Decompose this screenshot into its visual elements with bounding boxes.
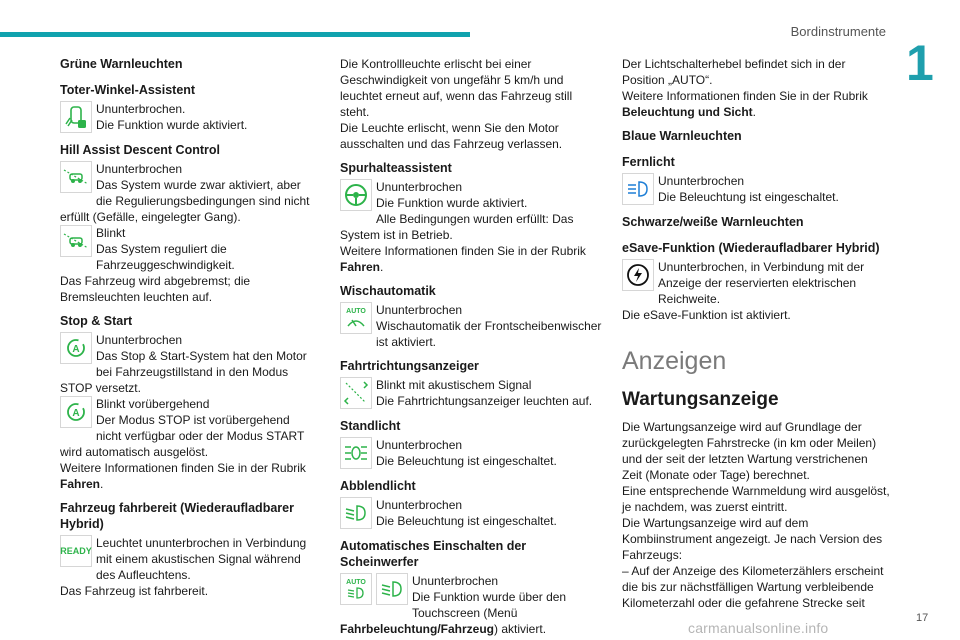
blind-spot-item [60,101,318,134]
ready-icon-text: READY [60,546,92,556]
descent-control-icon [60,225,92,257]
side-light-state: Ununterbrochen [376,438,463,452]
turn-item [340,377,602,410]
stop-start-item-1 [60,332,318,396]
chapter-number: 1 [906,35,934,91]
column-3 [622,56,890,611]
descent-control-state-2: Blinkt [96,226,126,240]
low-beam-state: Ununterbrochen [376,498,463,512]
svg-text:A: A [72,344,80,355]
blind-spot-line-1: Ununterbrochen. [96,102,186,116]
lane-keep-icon [340,179,372,211]
stop-start-ref-end: . [100,477,104,491]
descent-control-item-1 [60,161,318,225]
descent-control-item-2 [60,225,318,305]
col3-intro-ref-end: . [752,105,757,119]
stop-start-icon [60,396,92,428]
high-beam-item [622,173,890,206]
section-title: Bordinstrumente [790,24,886,39]
low-beam-desc: Die Beleuchtung ist eingeschaltet. [376,514,557,528]
wiper-title: Wischautomatik [340,284,436,298]
svg-text:A: A [72,408,80,419]
turn-state: Blinkt mit akustischem Signal [376,378,532,392]
stop-start-state-2: Blinkt vorübergehend [96,397,210,411]
esave-desc-2: Die eSave-Funktion ist aktiviert. [622,308,791,322]
ready-title: Fahrzeug fahrbereit (Wiederaufladbarer Hybrid) [60,501,294,531]
blind-spot-icon [60,101,92,133]
service-indicator-heading: Wartungsanzeige [622,389,779,410]
descent-control-desc-3: Das Fahrzeug wird abgebremst; die Bremsleuchten leuchten auf. [60,274,251,304]
lane-keep-ref: Weitere Informationen finden Sie in der Rubrik [340,244,586,258]
high-beam-state: Ununterbrochen [658,174,745,188]
turn-desc: Die Fahrtrichtungsanzeiger leuchten auf. [376,394,593,408]
low-beam-item [340,497,602,530]
service-p2: Eine entsprechende Warnmeldung wird ausgelöst, je nachdem, was zuerst eintritt. [622,484,890,514]
auto-headlight-item [340,573,602,637]
descent-control-state-1: Ununterbrochen [96,162,183,176]
col2-intro-2: Die Leuchte erlischt, wenn Sie den Motor ausschalten und das Fahrzeug verlassen. [340,121,563,151]
high-beam-icon [622,173,654,205]
ready-item [60,535,318,599]
col3-intro-ref-name: Beleuchtung und Sicht [622,105,753,119]
lane-keep-ref-end: . [380,260,384,274]
col2-intro-1: Die Kontrollleuchte erlischt bei einer Geschwindigkeit von ungefähr 5 km/h und leuchtet erneut auf, wenn das Fahrzeug still steht. [340,57,573,119]
lane-keep-state: Ununterbrochen [376,180,463,194]
ready-desc-1: Leuchtet ununterbrochen in Verbindung mit einem akustischen Signal während des Aufleuchtens. [96,536,307,582]
wiper-state: Ununterbrochen [376,303,463,317]
header-accent-bar [0,32,470,37]
stop-start-ref-name: Fahren [60,477,101,491]
low-beam-icon [340,497,372,529]
ready-desc-2: Das Fahrzeug ist fahrbereit. [60,584,209,598]
descent-control-icon [60,161,92,193]
service-p3: Die Wartungsanzeige wird auf dem Kombiinstrument angezeigt. Je nach Version des Fahrzeugs: [622,516,883,562]
auto-headlight-desc-b: ) aktiviert. [494,622,547,636]
side-light-title: Standlicht [340,419,401,433]
esave-icon [622,259,654,291]
auto-headlight-desc-a: Die Funktion wurde über den Touchscreen (Menü [412,590,567,620]
anzeigen-heading: Anzeigen [622,347,727,375]
auto-headlight-title: Automatisches Einschalten der Scheinwerfer [340,539,527,569]
stop-start-desc-1: Das Stop & Start-System hat den Motor bei Fahrzeugstillstand in den Modus STOP versetzt. [60,349,307,395]
green-lights-heading: Grüne Warnleuchten [60,57,183,71]
esave-desc-1: Ununterbrochen, in Verbindung mit der Anzeige der reservierten elektrischen Reichweite. [658,260,865,306]
auto-wiper-icon [340,302,372,334]
turn-signal-icon [340,377,372,409]
stop-start-icon [60,332,92,364]
stop-start-ref-text: Weitere Informationen finden Sie in der Rubrik [60,461,306,475]
stop-start-state-1: Ununterbrochen [96,333,183,347]
descent-control-desc-1: Das System wurde zwar aktiviert, aber die Regulierungsbedingungen sind nicht erfüllt (Gefälle, eingelegter Gang). [60,178,310,224]
lane-keep-title: Spurhalteassistent [340,161,452,175]
side-light-item [340,437,602,470]
auto-headlight-icon-text: AUTO [346,579,366,586]
stop-start-item-2 [60,396,318,492]
turn-title: Fahrtrichtungsanzeiger [340,359,479,373]
black-white-lights-heading: Schwarze/weiße Warnleuchten [622,215,804,229]
auto-headlight-icon [340,573,372,605]
auto-headlight-state: Ununterbrochen [412,574,499,588]
blind-spot-line-2: Die Funktion wurde aktiviert. [96,118,248,132]
esave-title: eSave-Funktion (Wiederaufladbarer Hybrid) [622,241,880,255]
descent-control-title: Hill Assist Descent Control [60,143,220,157]
high-beam-title: Fernlicht [622,155,675,169]
page-number: 17 [916,612,929,624]
auto-wiper-icon-text: AUTO [346,308,366,315]
column-2 [340,56,602,637]
wiper-desc: Wischautomatik der Frontscheibenwischer ist aktiviert. [376,319,602,349]
high-beam-desc: Die Beleuchtung ist eingeschaltet. [658,190,839,204]
lane-keep-desc-1: Die Funktion wurde aktiviert. [376,196,528,210]
side-light-icon [340,437,372,469]
ready-icon [60,535,92,567]
descent-control-desc-2: Das System reguliert die Fahrzeuggeschwindigkeit. [96,242,235,272]
blue-lights-heading: Blaue Warnleuchten [622,129,742,143]
col3-intro-2: Weitere Informationen finden Sie in der Rubrik [622,89,868,103]
service-p4: – Auf der Anzeige des Kilometerzählers erscheint die bis zur nächstfälligen Wartung verbleibende Kilometerzahl oder die gefahrene Strecke seit [622,564,884,610]
lane-keep-desc-2: Alle Bedingungen wurden erfüllt: Das System ist in Betrieb. [340,212,574,242]
stop-start-desc-2: Der Modus STOP ist vorübergehend nicht verfügbar oder der Modus START wird automatisch ausgelöst. [60,413,305,459]
col3-intro-ref [622,104,890,120]
wiper-item [340,302,602,350]
lane-keep-item [340,179,602,275]
stop-start-ref [60,460,318,476]
lane-keep-ref-name: Fahren [340,260,381,274]
low-beam-title: Abblendlicht [340,479,416,493]
blind-spot-title: Toter-Winkel-Assistent [60,83,196,97]
esave-item [622,259,890,323]
column-1 [60,56,318,599]
low-beam-icon [376,573,408,605]
side-light-desc: Die Beleuchtung ist eingeschaltet. [376,454,557,468]
service-p1: Die Wartungsanzeige wird auf Grundlage der zurückgelegten Fahrstrecke (in km oder Meilen) und der seit der letzten Wartung verstrichenen Zeit (Monate oder Tage) berechnet. [622,420,877,482]
stop-start-title: Stop & Start [60,314,133,328]
lane-keep-ref-link [340,259,602,275]
watermark: carmanualsonline.info [688,620,829,636]
col3-intro: Der Lichtschalterhebel befindet sich in der Position „AUTO“. [622,57,846,87]
stop-start-ref-link [60,476,318,492]
auto-headlight-menu: Fahrbeleuchtung/Fahrzeug [340,622,495,636]
